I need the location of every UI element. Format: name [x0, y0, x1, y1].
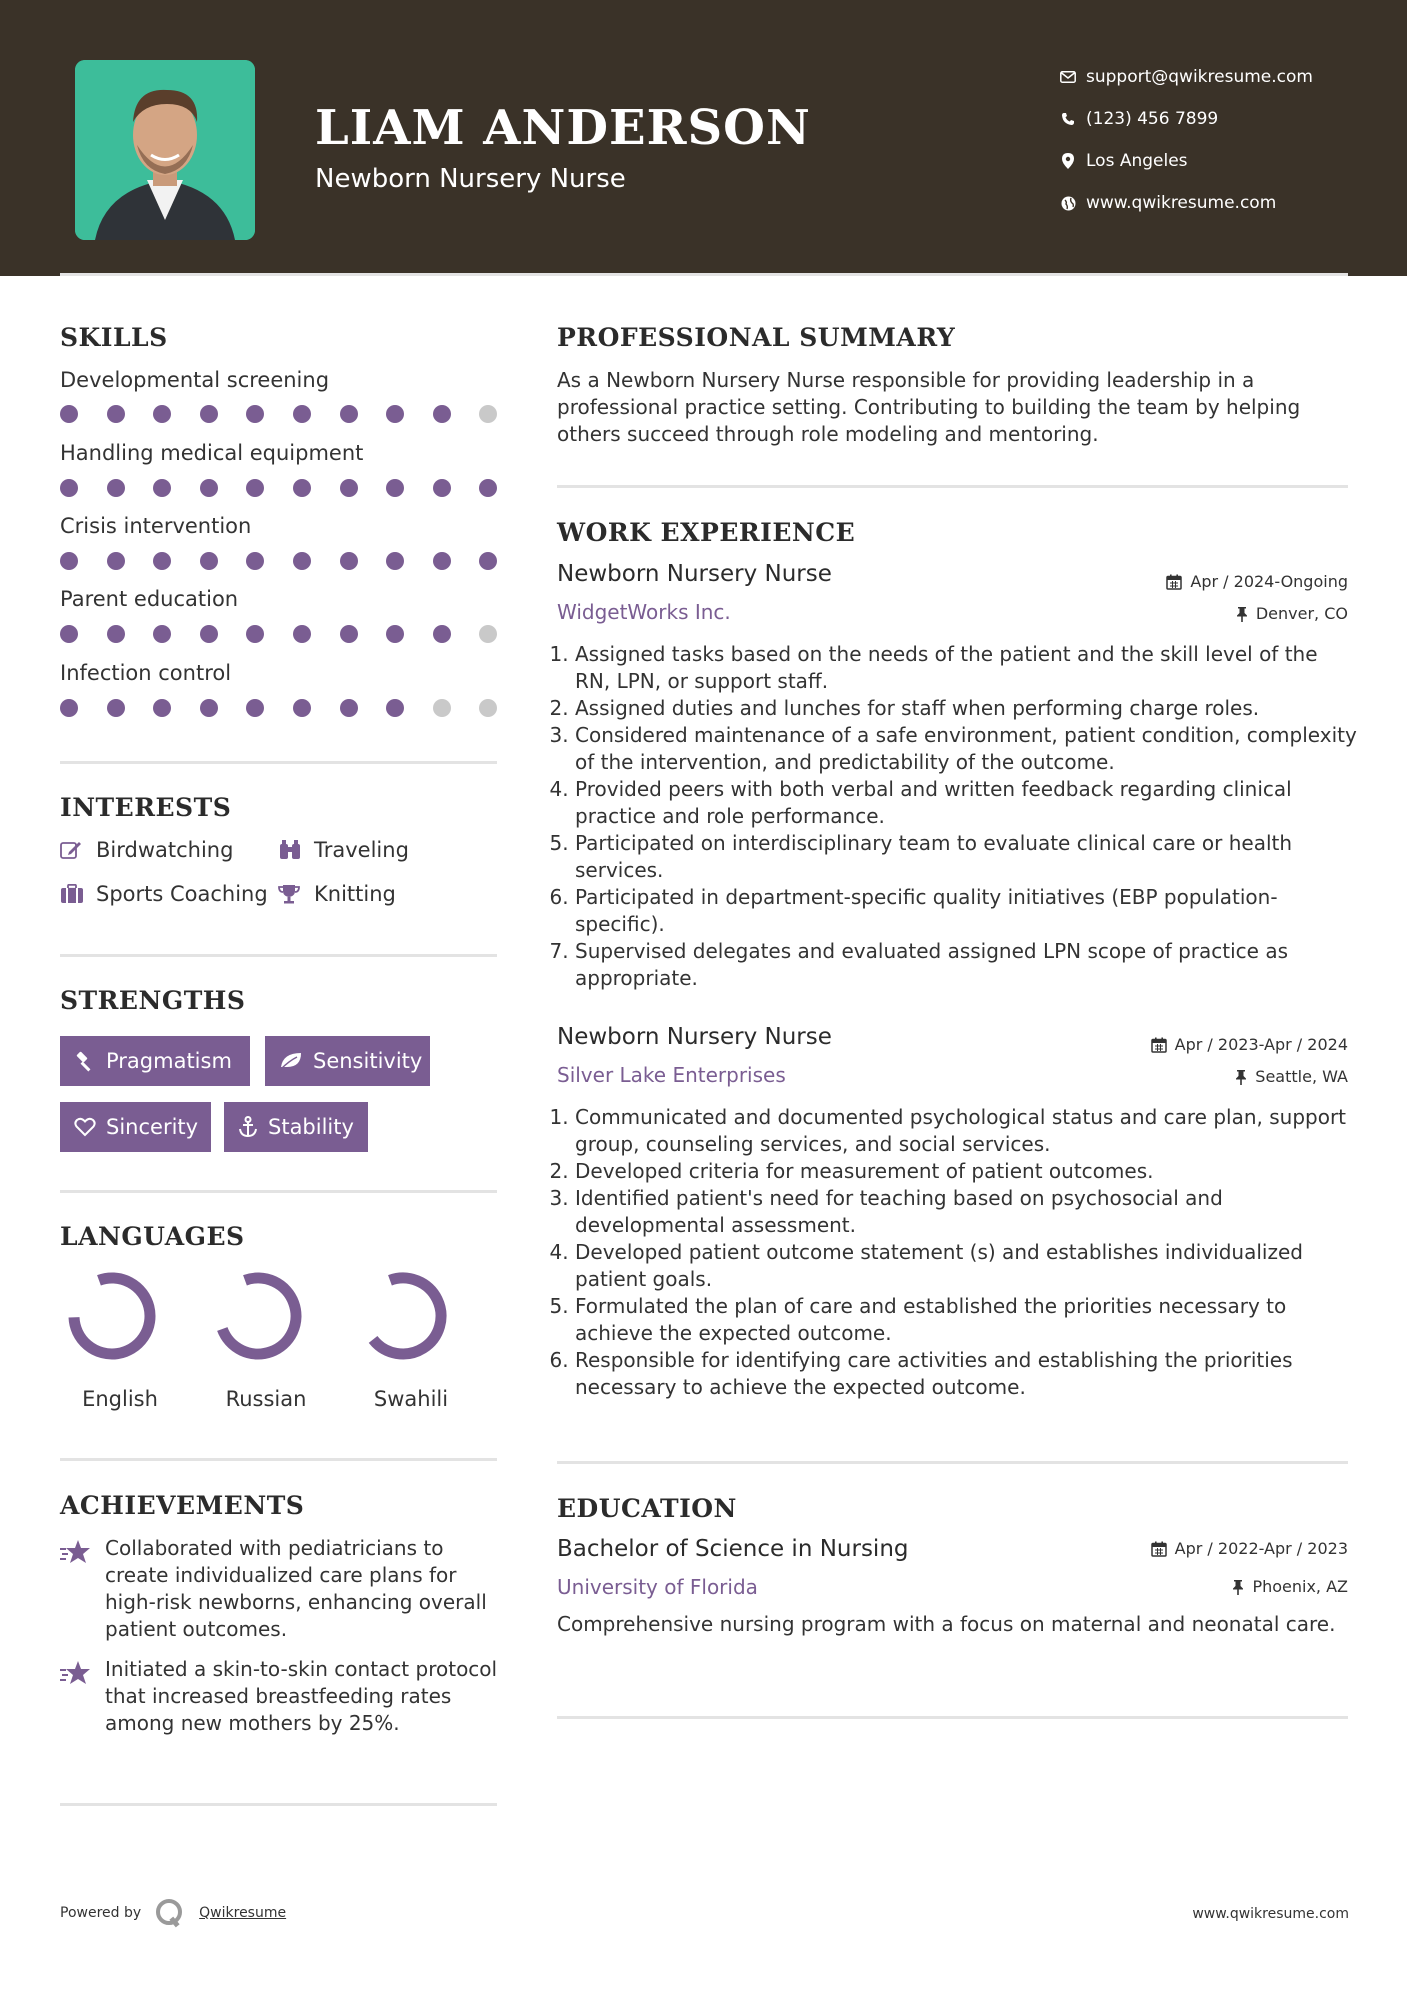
- skill-name: Handling medical equipment: [60, 441, 364, 465]
- skill-dot-filled: [200, 699, 218, 717]
- skill-dot-filled: [340, 479, 358, 497]
- skill-name: Crisis intervention: [60, 514, 252, 538]
- skill-dot-filled: [60, 699, 78, 717]
- skill-rating: [60, 479, 526, 497]
- strength-label: Stability: [268, 1115, 354, 1139]
- interest-label: Birdwatching: [96, 838, 234, 862]
- skill-dot-filled: [200, 552, 218, 570]
- strength-label: Sincerity: [106, 1115, 199, 1139]
- skill-name: Developmental screening: [60, 368, 330, 392]
- contact-email[interactable]: [1050, 56, 1313, 98]
- skill-dot-filled: [200, 625, 218, 643]
- skill-rating: [60, 405, 526, 423]
- job-bullets: [557, 641, 1357, 992]
- skill-dot-filled: [153, 699, 171, 717]
- education-dates: [1151, 1539, 1348, 1558]
- job-bullets: [557, 1104, 1357, 1401]
- section-divider: [557, 485, 1348, 488]
- candidate-title: Newborn Nursery Nurse: [315, 164, 626, 194]
- job-bullet: 5. Participated on interdisciplinary team to evaluate clinical care or health services.: [575, 830, 1357, 884]
- job-dates: [1166, 572, 1348, 591]
- contact-list: [1050, 56, 1313, 224]
- job-location-text: Seattle, WA: [1255, 1067, 1348, 1086]
- education-location: [1232, 1577, 1348, 1596]
- heart-icon: [74, 1117, 96, 1137]
- candidate-name: LIAM ANDERSON: [315, 100, 811, 156]
- interests-heading: INTERESTS: [60, 793, 232, 822]
- skill-dot-filled: [386, 479, 404, 497]
- skill-rating: [60, 625, 526, 643]
- skill-dot-filled: [433, 625, 451, 643]
- education-dates-text: Apr / 2022-Apr / 2023: [1174, 1539, 1348, 1558]
- phone-icon: [1050, 112, 1086, 126]
- pencil-square-icon: [60, 840, 96, 860]
- skill-dot-filled: [246, 625, 264, 643]
- star-badge-icon: [60, 1660, 92, 1690]
- skill-dot-filled: [153, 552, 171, 570]
- skill-dot-empty: [479, 699, 497, 717]
- trophy-icon: [278, 884, 314, 904]
- degree-title: Bachelor of Science in Nursing: [557, 1536, 909, 1562]
- job-bullet: 5. Formulated the plan of care and established the priorities necessary to achieve the expected outcome.: [575, 1293, 1357, 1347]
- qwikresume-logo-icon: [155, 1898, 185, 1928]
- job-dates: [1151, 1035, 1348, 1054]
- skill-dot-filled: [107, 699, 125, 717]
- footer-brand-link[interactable]: Qwikresume: [199, 1905, 287, 1921]
- skill-dot-filled: [200, 479, 218, 497]
- skill-dot-filled: [340, 699, 358, 717]
- contact-phone[interactable]: [1050, 98, 1313, 140]
- skill-dot-filled: [153, 405, 171, 423]
- skill-name: Parent education: [60, 587, 239, 611]
- languages-heading: LANGUAGES: [60, 1222, 245, 1251]
- interest-label: Traveling: [314, 838, 409, 862]
- job-bullet: 4. Developed patient outcome statement (s) and establishes individualized patient goals.: [575, 1239, 1357, 1293]
- job-location: [1235, 1067, 1348, 1086]
- job-bullet: 7. Supervised delegates and evaluated assigned LPN scope of practice as appropriate.: [575, 938, 1357, 992]
- skill-dot-filled: [293, 479, 311, 497]
- strength-label: Sensitivity: [313, 1049, 423, 1073]
- language-level-ring: [74, 1278, 150, 1354]
- school-name: University of Florida: [557, 1575, 758, 1599]
- skill-dot-filled: [433, 405, 451, 423]
- pushpin-icon: [1232, 1579, 1244, 1595]
- job-location: [1236, 604, 1348, 623]
- language-rings: [60, 1268, 500, 1368]
- contact-location-text: Los Angeles: [1086, 151, 1188, 171]
- skill-dot-filled: [293, 405, 311, 423]
- job-bullet: 2. Developed criteria for measurement of patient outcomes.: [575, 1158, 1357, 1185]
- skill-dot-filled: [246, 479, 264, 497]
- binoculars-icon: [278, 840, 314, 860]
- interest-item: [60, 838, 233, 862]
- contact-email-text: support@qwikresume.com: [1086, 67, 1313, 87]
- skill-dot-filled: [386, 552, 404, 570]
- skill-dot-filled: [60, 405, 78, 423]
- skill-dot-filled: [340, 405, 358, 423]
- skill-dot-filled: [107, 625, 125, 643]
- work-heading: WORK EXPERIENCE: [557, 518, 856, 547]
- skill-name: Infection control: [60, 661, 232, 685]
- job-bullet: 2. Assigned duties and lunches for staff when performing charge roles.: [575, 695, 1357, 722]
- footer-website[interactable]: www.qwikresume.com: [1192, 1906, 1349, 1922]
- calendar-icon: [1166, 574, 1182, 590]
- language-level-ring: [222, 1278, 296, 1354]
- pushpin-icon: [1235, 1069, 1247, 1085]
- strength-tag: [60, 1036, 250, 1086]
- job-dates-text: Apr / 2024-Ongoing: [1190, 572, 1348, 591]
- skill-dot-filled: [340, 552, 358, 570]
- contact-website[interactable]: [1050, 182, 1313, 224]
- skill-dot-filled: [246, 699, 264, 717]
- summary-heading: PROFESSIONAL SUMMARY: [557, 323, 956, 352]
- gavel-icon: [74, 1050, 96, 1072]
- skill-dot-filled: [246, 405, 264, 423]
- job-location-text: Denver, CO: [1255, 604, 1348, 623]
- section-divider: [60, 1458, 497, 1461]
- skills-heading: SKILLS: [60, 323, 168, 352]
- job-bullet: 6. Responsible for identifying care activities and establishing the priorities necessary to achieve the expected outcome.: [575, 1347, 1357, 1401]
- contact-location: [1050, 140, 1313, 182]
- language-label: English: [82, 1387, 158, 1411]
- section-divider: [60, 954, 497, 957]
- skill-dot-filled: [107, 479, 125, 497]
- contact-website-text: www.qwikresume.com: [1086, 193, 1277, 213]
- skill-rating: [60, 552, 526, 570]
- strength-tag: [224, 1102, 368, 1152]
- pushpin-icon: [1236, 606, 1248, 622]
- skill-dot-filled: [293, 552, 311, 570]
- job-bullet: 4. Provided peers with both verbal and written feedback regarding clinical practice and role performance.: [575, 776, 1357, 830]
- job-title: Newborn Nursery Nurse: [557, 561, 832, 587]
- skill-dot-filled: [107, 405, 125, 423]
- skill-dot-filled: [293, 625, 311, 643]
- job-bullet: 6. Participated in department-specific quality initiatives (EBP population-specific).: [575, 884, 1357, 938]
- interest-item: [60, 882, 268, 906]
- header-divider: [60, 273, 1348, 276]
- interest-label: Knitting: [314, 882, 396, 906]
- job-dates-text: Apr / 2023-Apr / 2024: [1174, 1035, 1348, 1054]
- powered-by-text: Powered by: [60, 1905, 142, 1921]
- footer-powered-by: [60, 1898, 286, 1928]
- job-bullet: 1. Assigned tasks based on the needs of the patient and the skill level of the RN, LPN, or support staff.: [575, 641, 1357, 695]
- skill-dot-filled: [246, 552, 264, 570]
- skill-dot-filled: [153, 625, 171, 643]
- section-divider: [60, 761, 497, 764]
- interest-label: Sports Coaching: [96, 882, 268, 906]
- education-description: Comprehensive nursing program with a focus on maternal and neonatal care.: [557, 1612, 1336, 1636]
- star-badge-icon: [60, 1539, 92, 1569]
- section-divider: [557, 1461, 1348, 1464]
- job-title: Newborn Nursery Nurse: [557, 1024, 832, 1050]
- company-name: Silver Lake Enterprises: [557, 1063, 786, 1087]
- strength-label: Pragmatism: [106, 1049, 232, 1073]
- skill-dot-filled: [293, 699, 311, 717]
- skill-rating: [60, 699, 526, 717]
- skill-dot-filled: [60, 552, 78, 570]
- interest-item: [278, 838, 409, 862]
- skill-dot-empty: [479, 625, 497, 643]
- achievement-text: Collaborated with pediatricians to create individualized care plans for high-risk newborns, enhancing overall patient outcomes.: [105, 1536, 487, 1641]
- globe-icon: [1050, 196, 1086, 211]
- location-pin-icon: [1050, 153, 1086, 169]
- skill-dot-filled: [107, 552, 125, 570]
- skill-dot-filled: [433, 479, 451, 497]
- skill-dot-filled: [433, 552, 451, 570]
- job-bullet: 3. Identified patient's need for teaching based on psychosocial and developmental assessment.: [575, 1185, 1357, 1239]
- section-divider: [60, 1803, 497, 1806]
- resume-header: [0, 0, 1407, 276]
- anchor-icon: [238, 1116, 258, 1138]
- achievements-heading: ACHIEVEMENTS: [60, 1491, 305, 1520]
- job-bullet: 3. Considered maintenance of a safe environment, patient condition, complexity of the intervention, and predictability of the outcome.: [575, 722, 1357, 776]
- strength-tag: [60, 1102, 211, 1152]
- skill-dot-filled: [60, 479, 78, 497]
- skill-dot-filled: [479, 552, 497, 570]
- skill-dot-filled: [60, 625, 78, 643]
- skill-dot-filled: [386, 405, 404, 423]
- skill-dot-filled: [386, 625, 404, 643]
- section-divider: [557, 1716, 1348, 1719]
- skill-dot-filled: [200, 405, 218, 423]
- education-location-text: Phoenix, AZ: [1252, 1577, 1348, 1596]
- summary-text: As a Newborn Nursery Nurse responsible for providing leadership in a professional practice setting. Contributing to building the team by helping others succeed through role modeling and mentoring.: [557, 368, 1301, 446]
- calendar-icon: [1151, 1541, 1167, 1557]
- profile-photo: [75, 60, 255, 240]
- company-name: WidgetWorks Inc.: [557, 600, 731, 624]
- skill-dot-filled: [479, 479, 497, 497]
- job-bullet: 1. Communicated and documented psychological status and care plan, support group, counseling services, and social services.: [575, 1104, 1357, 1158]
- education-heading: EDUCATION: [557, 1494, 737, 1523]
- section-divider: [60, 1190, 497, 1193]
- language-label: Russian: [225, 1387, 307, 1411]
- contact-phone-text: (123) 456 7899: [1086, 109, 1219, 129]
- skill-dot-empty: [433, 699, 451, 717]
- language-level-ring: [373, 1278, 441, 1354]
- skill-dot-filled: [386, 699, 404, 717]
- briefcase-icon: [60, 884, 96, 904]
- leaf-icon: [279, 1051, 303, 1071]
- interest-item: [278, 882, 396, 906]
- skill-dot-filled: [153, 479, 171, 497]
- calendar-icon: [1151, 1037, 1167, 1053]
- skill-dot-filled: [340, 625, 358, 643]
- achievement-text: Initiated a skin-to-skin contact protocol that increased breastfeeding rates among new mothers by 25%.: [105, 1657, 498, 1735]
- language-label: Swahili: [373, 1387, 449, 1411]
- strengths-heading: STRENGTHS: [60, 986, 246, 1015]
- strength-tag: [265, 1036, 430, 1086]
- envelope-icon: [1050, 71, 1086, 83]
- skill-dot-empty: [479, 405, 497, 423]
